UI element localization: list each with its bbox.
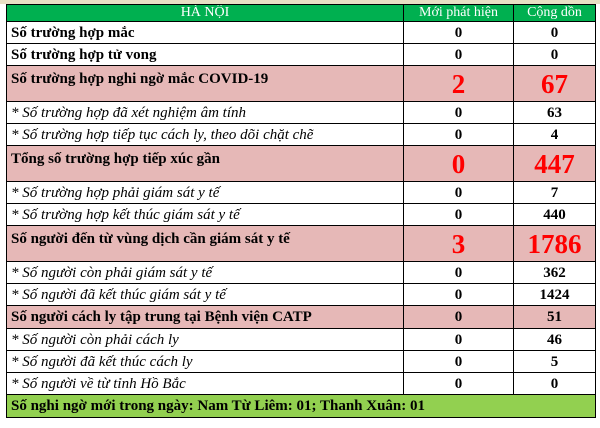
row-new-value: 0 (404, 351, 514, 373)
table-row (7, 204, 596, 226)
row-label: * Số người về từ tỉnh Hồ Bắc (7, 373, 404, 395)
row-total-value: 4 (514, 124, 596, 146)
row-new-value: 0 (404, 44, 514, 66)
covid-stats-table (6, 4, 596, 418)
row-total-value: 362 (514, 262, 596, 284)
row-total-value: 0 (514, 373, 596, 395)
footer-note: Số nghi ngờ mới trong ngày: Nam Từ Liêm: 01; Thanh Xuân: 01 (7, 395, 596, 418)
table-row (7, 182, 596, 204)
table-row-highlight (7, 306, 596, 329)
row-total-value: 0 (514, 22, 596, 44)
row-total-value: 447 (514, 146, 596, 182)
table-row (7, 329, 596, 351)
header-location: HÀ NỘI (7, 5, 404, 22)
table-row (7, 262, 596, 284)
row-label: * Số người còn phải giám sát y tế (7, 262, 404, 284)
row-total-value: 0 (514, 44, 596, 66)
row-new-value: 0 (404, 204, 514, 226)
row-new-value: 2 (404, 66, 514, 102)
table-row-highlight (7, 66, 596, 102)
row-new-value: 0 (404, 146, 514, 182)
footer-row (7, 395, 596, 418)
row-new-value: 0 (404, 329, 514, 351)
row-new-value: 0 (404, 124, 514, 146)
row-label: Số trường hợp tử vong (7, 44, 404, 66)
row-label: Tổng số trường hợp tiếp xúc gần (7, 146, 404, 182)
header-new-cases: Mới phát hiện (404, 5, 514, 22)
row-label: Số trường hợp nghi ngờ mắc COVID-19 (7, 66, 404, 102)
row-label: Số người cách ly tập trung tại Bệnh viện CATP (7, 306, 404, 329)
row-total-value: 1786 (514, 226, 596, 262)
table-row-highlight (7, 146, 596, 182)
row-new-value: 0 (404, 22, 514, 44)
row-new-value: 0 (404, 306, 514, 329)
row-new-value: 0 (404, 284, 514, 306)
row-new-value: 0 (404, 102, 514, 124)
table-row (7, 44, 596, 66)
row-label: * Số trường hợp đã xét nghiệm âm tính (7, 102, 404, 124)
row-total-value: 5 (514, 351, 596, 373)
row-new-value: 0 (404, 373, 514, 395)
row-label: Số người đến từ vùng dịch cần giám sát y tế (7, 226, 404, 262)
row-label: * Số người đã kết thúc giám sát y tế (7, 284, 404, 306)
table-row (7, 284, 596, 306)
row-label: * Số trường hợp kết thúc giám sát y tế (7, 204, 404, 226)
row-total-value: 440 (514, 204, 596, 226)
row-total-value: 7 (514, 182, 596, 204)
header-cumulative: Cộng dồn (514, 5, 596, 22)
table-row (7, 351, 596, 373)
row-label: * Số trường hợp tiếp tục cách ly, theo dõi chặt chẽ (7, 124, 404, 146)
table-header-row (7, 5, 596, 22)
row-total-value: 1424 (514, 284, 596, 306)
table-row (7, 22, 596, 44)
row-new-value: 3 (404, 226, 514, 262)
table-row (7, 373, 596, 395)
row-label: * Số người đã kết thúc cách ly (7, 351, 404, 373)
row-label: * Số trường hợp phải giám sát y tế (7, 182, 404, 204)
row-total-value: 51 (514, 306, 596, 329)
row-total-value: 67 (514, 66, 596, 102)
row-total-value: 46 (514, 329, 596, 351)
row-label: Số trường hợp mắc (7, 22, 404, 44)
table-row-highlight (7, 226, 596, 262)
row-total-value: 63 (514, 102, 596, 124)
row-new-value: 0 (404, 182, 514, 204)
table-row (7, 124, 596, 146)
row-label: * Số người còn phải cách ly (7, 329, 404, 351)
table-row (7, 102, 596, 124)
row-new-value: 0 (404, 262, 514, 284)
